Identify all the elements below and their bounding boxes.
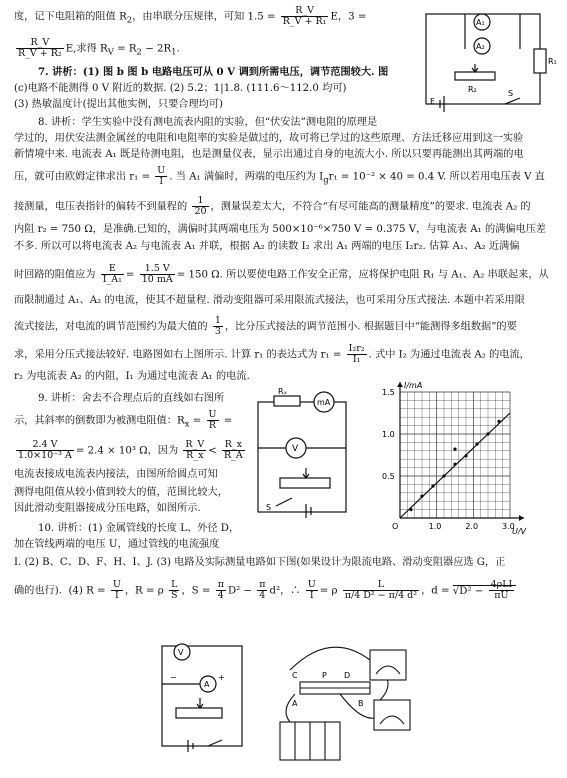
fraction: $\frac{E}{\text{I\_A₁}}$: [102, 263, 122, 285]
iu-chart: [370, 378, 540, 538]
x-tick-label: 1.0: [428, 522, 442, 531]
q8-line-2: 学过的，用伏安法测金属丝的电阻和电阻率的实验是做过的，故可将已学过的这些原理、方法迁移应用到这一实验: [14, 133, 524, 144]
fraction: $\frac{U}{I}$: [112, 579, 121, 601]
data-point: [420, 495, 423, 498]
data-point: [497, 420, 500, 423]
data-point: [464, 454, 467, 457]
data-point: [431, 484, 434, 487]
q8-line-11: 求，采用分压式接法较好. 电路图如右上图所示. 计算 r₁ 的表达式为 r₁ = $\frac{\text{I₂r₂}}{\text{I₁}}$ . 式中 I₂ 为通过电流表 A₂ 的电流，: [14, 343, 530, 365]
label-a: A: [204, 680, 210, 689]
data-point: [442, 474, 445, 477]
q8-line-12: r₂ 为电流表 A₂ 的内阻，I₁ 为通过电流表 A₁ 的电流.: [14, 371, 250, 382]
q8-line-5: 接测量，电压表指针的偏转不到量程的 $\frac{1}{20}$ ，测量误差太大，不符合“有尽可能高的测量精度”的要求. 电流表 A₂ 的: [14, 195, 531, 217]
x-axis-arrow: [519, 515, 524, 521]
q8-line-8: 时回路的阻值应为 $\frac{E}{\text{I\_A₁}}$ = $\frac{1.5 V}{10 mA}$ = 150 Ω. 所以要使电路工作安全正常，应将保护电阻 R₁ 与 A₁、A₂ 串联起来，从: [14, 263, 549, 285]
fraction: $\frac{R\_V}{R\_x}$: [185, 439, 205, 461]
label-e: E: [430, 97, 436, 106]
data-point: [453, 448, 456, 451]
label-a: A: [292, 699, 298, 708]
circuit-top: [410, 4, 560, 114]
data-point: [475, 442, 478, 445]
q8-line-4: 压，就可由欧姆定律求出 r₁ = $\frac{U}{I}$ . 当 A₁ 满偏时，两端的电压约为 $I_gr_1 = 10^{-2} \times 40 = 0.4$ V. 所以若用电压表 V 直: [14, 165, 545, 187]
q8-line-9: 而限制通过 A₁、A₂ 的电流，使其不超量程. 滑动变阻器可采用限流式接法，也可采用分压式接法. 本题中若采用限: [14, 295, 525, 306]
line-2: $\frac{R\_V}{\text{R\_V + R₂}}$ E,求得 $R_V = R_2 - 2R_1$.: [18, 37, 180, 59]
label-a1: A₁: [476, 18, 485, 27]
label-p: P: [322, 671, 327, 680]
label-v: V: [292, 444, 299, 454]
q8-line-1: 8. 讲析：学生实验中没有测电流表内阻的实验，但“伏安法”测电阻的原理是: [38, 117, 378, 128]
fraction: $\frac{U}{I}$: [157, 165, 166, 187]
q10-line-4: 确的也行). (4) R = $\frac{U}{I}$ ，R = ρ $\frac{L}{S}$ ，S = $\frac{\pi}{4}$ D² − $\frac{\pi}{4}$ d²，∴ $\frac{U}{I}$ = ρ $\frac{L}{\text{π/4 D² − π/4 d²}}$ ，d = √D² − $\frac{\text{4ρLI}}{\pi U}$: [14, 580, 516, 601]
y-tick-label: 1.0: [382, 430, 395, 439]
fraction: $\frac{L}{\text{π/4 D² − π/4 d²}}$: [344, 579, 418, 601]
x-tick-label: 2.0: [465, 522, 479, 531]
q9-line-6: 因此滑动变阻器接成分压电路，如图所示.: [14, 503, 201, 514]
fraction: $\frac{1.5 V}{10 mA}$: [141, 263, 173, 285]
x-axis-label: U/V: [512, 527, 527, 536]
x-tick-label: 3.0: [502, 522, 515, 531]
fraction: $\frac{L}{S}$: [170, 579, 178, 601]
label-ma: mA: [317, 398, 331, 407]
label-s: S: [508, 89, 514, 98]
fraction: $\frac{\text{4ρLI}}{\pi U}$: [490, 579, 513, 601]
q8-line-3: 新情境中来. 电流表 A₁ 既是待测电阻，也是测量仪表，显示出通过自身的电流大小. 所以只要再能测出其两端的电: [14, 149, 524, 160]
q10-line-2: 加在管线两端的电压 U，通过管线的电流强度: [14, 539, 220, 550]
label-a2: A₂: [476, 42, 485, 51]
q7-line-3: (3) 热敏温度计(提出其他实例，只要合理均可): [14, 99, 223, 110]
q8-line-7: 不多. 所以可以将电流表 A₂ 与电流表 A₁ 并联，根据 A₂ 的读数 I₂ 求出 A₁ 两端的电压 I₂r₂. 估算 A₁、A₂ 近满偏: [14, 241, 520, 252]
data-point: [453, 463, 456, 466]
fraction: $\frac{U}{R}$: [208, 409, 217, 431]
q8-line-10: 流式接法，对电流的调节范围约为最大值的 $\frac{1}{3}$ ，比分压式接法的调节范围小. 根据题目中“能测得多组数据”的要: [14, 315, 517, 337]
label-r1: R₁: [548, 57, 557, 66]
label-d: D: [344, 671, 351, 680]
fraction: $\frac{2.4 V}{\text{1.0×10⁻³ A}}$: [18, 439, 72, 461]
q9-line-2: 示，其斜率的倒数即为被测电阻值：$R_x$ = $\frac{U}{R}$ =: [14, 409, 233, 431]
data-point: [409, 508, 412, 511]
fraction: $\frac{R\_x}{R\_A}$: [223, 439, 243, 461]
q8-line-6: 内阻 r₂ = 750 Ω，是准确.已知的，满偏时其两端电压为 500×10⁻⁶×750 V = 0.375 V，与电流表 A₁ 的满偏电压差: [14, 224, 547, 235]
label-rx: Rₓ: [278, 387, 288, 396]
q10-line-1: 10. 讲析：(1) 金属管线的长度 L、外径 D，: [38, 523, 240, 534]
fraction: $\frac{1}{20}$: [194, 195, 207, 217]
label-plus: +: [218, 673, 225, 682]
fraction: $\frac{U}{I}$: [307, 579, 316, 601]
fraction: $\frac{\pi}{4}$: [259, 579, 266, 601]
circuit-mid: [246, 388, 356, 518]
y-tick-label: 0.5: [382, 472, 395, 481]
q9-line-1: 9. 讲析：舍去不合理点后的直线如右图所: [38, 393, 225, 404]
q7-line-2: (c)电路不能测得 0 V 附近的数据. (2) 5.2；1|1.8. (111.6～112.0 均可): [14, 83, 347, 94]
q9-line-5: 测得电阻值从较小值到较大的值，范围比较大，: [14, 487, 228, 498]
q10-line-3: I. (2) B、C、D、F、H、I、J. (3) 电路及实际测量电路如下图(如果设计为限流电路、滑动变阻器应选 G，正: [14, 557, 506, 568]
label-c: C: [292, 671, 298, 680]
origin-label: O: [392, 522, 399, 531]
y-tick-label: 1.5: [382, 388, 395, 397]
q7-line-1: 7. 讲析：(1) 图 b 图 b 电路电压可从 0 V 调到所需电压，调节范围较大. 图: [38, 66, 389, 78]
label-r2: R₂: [468, 85, 477, 94]
label-b: B: [358, 699, 364, 708]
label-minus: −: [170, 673, 177, 682]
apparatus-drawing: [270, 630, 420, 770]
line-1: 度，记下电阻箱的阻值 $R_2$，由串联分压规律，可知 1.5 = $\frac{R\_V}{\text{R\_V + R₁}}$ E，3 =: [14, 5, 367, 27]
fraction: $\frac{R\_V}{\text{R\_V + R₂}}$: [18, 37, 62, 59]
fraction: $\frac{1}{3}$: [214, 315, 221, 337]
data-point: [486, 432, 489, 435]
fraction: $\frac{\pi}{4}$: [217, 579, 224, 601]
y-axis-arrow: [397, 382, 403, 387]
q9-line-4: 电流表接成电流表内接法，由图所给圆点可知: [14, 469, 218, 480]
y-axis-label: I/mA: [404, 381, 423, 390]
label-v: V: [178, 648, 184, 657]
q9-line-3: $\frac{2.4 V}{\text{1.0×10⁻³ A}}$ = 2.4 × 10³ Ω，因为 $\frac{R\_V}{R\_x}$ < $\frac{R\_x}{R\_A}$: [18, 439, 243, 461]
fraction: $\frac{R\_V}{\text{R\_V + R₁}}$: [282, 5, 327, 27]
fraction: $\frac{\text{I₂r₂}}{\text{I₁}}$: [348, 343, 365, 365]
circuit-bottom-left: [148, 636, 258, 756]
label-s: S: [266, 503, 272, 512]
